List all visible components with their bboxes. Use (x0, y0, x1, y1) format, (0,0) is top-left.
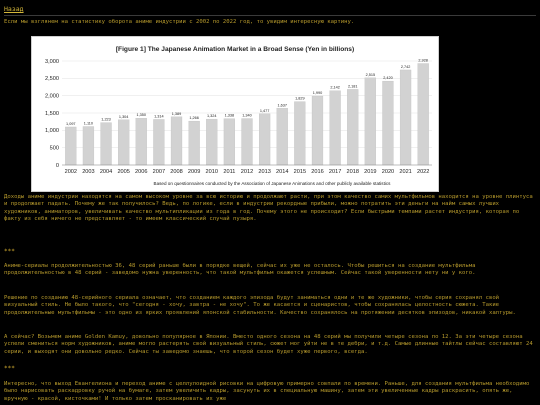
x-tick-label: 2016 (311, 169, 324, 175)
y-tick-label: 2,500 (45, 76, 59, 83)
x-tick-label: 2006 (135, 169, 148, 175)
bar (136, 118, 147, 165)
bar-value-label: 1,990 (312, 91, 323, 96)
bar-value-label: 2,742 (400, 64, 411, 69)
bar-value-label: 1,637 (277, 103, 287, 108)
y-tick-label: 1,000 (45, 128, 59, 135)
separator-1: *** (4, 248, 15, 255)
bar (101, 123, 112, 165)
anime-market-chart (31, 36, 439, 192)
x-tick-label: 2007 (152, 169, 166, 175)
bar-chart (32, 37, 438, 191)
back-link[interactable]: Назад (4, 5, 24, 13)
bar-value-label: 1,097 (66, 121, 76, 126)
separator-2: *** (4, 365, 15, 372)
bar-value-label: 1,324 (207, 114, 217, 119)
x-tick-label: 2019 (364, 169, 377, 175)
bar-value-label: 2,515 (365, 72, 376, 77)
y-tick-label: 500 (49, 145, 59, 152)
x-axis (62, 165, 432, 175)
bar (242, 119, 253, 165)
paragraph-2: Аниме-сериалы продолжительностью 36, 48 серий раньше были в порядке вещей, сейчас их уже не осталось. Чтобы решиться на создание мультфильма продолжительностью в 48 серий - заведомо нужна уверенность, что такой мультфильм окажется успешным. Сейчас такой уверенности нету ни у кого. (4, 263, 476, 277)
bar-value-label: 1,829 (295, 96, 305, 101)
x-tick-label: 2004 (99, 169, 113, 175)
bar-value-label: 1,304 (118, 114, 129, 119)
bar-value-label: 2,420 (383, 76, 393, 81)
bar-value-label: 1,340 (242, 113, 252, 118)
bar (312, 96, 323, 165)
bar (382, 81, 393, 165)
bar (418, 63, 429, 165)
chart-footnote: Based on questionnaires conducted by the Association of Japanese Animations and other publicly available statistics (153, 181, 391, 186)
bar (259, 114, 270, 165)
chart-title: [Figure 1] The Japanese Animation Market in a Broad Sense (Yen in billions) (115, 46, 355, 53)
bar (330, 91, 341, 165)
y-tick-label: 3,000 (45, 58, 59, 65)
bar-value-label: 1,266 (189, 116, 199, 121)
bar (189, 121, 200, 165)
y-tick-label: 1,500 (45, 110, 59, 117)
bar (365, 78, 376, 165)
bar (171, 117, 182, 165)
divider (4, 15, 536, 16)
x-tick-label: 2021 (399, 169, 412, 175)
paragraph-5: Интересно, что выход Евангелиона и переход аниме с целлулоидной рисовки на цифровую примерно совпали по времени. Раньше, для создания мультфильма необходимо было нарисовать раскадровку ручой на бумаге, затем увеличить кадры, засунуть их в специальную машину, затем эти увеличенные кадры раскрасить, опять же, вручную - красой, кисточками! И только затем просканировать их уже (4, 381, 530, 402)
x-tick-label: 2022 (416, 169, 430, 175)
bar (206, 119, 217, 165)
x-tick-label: 2009 (187, 169, 201, 175)
paragraph-3: Решение по созданию 48-серийного сериала означает, что созданием каждого эпизода будут заниматься одни и те же художники, чтобы серия сохранял свой визуальный стиль. Не было такого, что "сегодня - хочу, завтра - не хочу". То же касается и сценаристов, чтобы сохранялась целостность сюжета. Такие продолжительные мультфильмы - это одно из ярких проявлений японской стабильности. Качество сохранялось на протяжении десятков эпизодов, никакой халтуры. (4, 295, 516, 316)
bar-value-label: 1,350 (136, 113, 147, 118)
bar-value-label: 1,389 (171, 111, 182, 116)
bar (294, 102, 305, 165)
bar (83, 127, 94, 165)
x-tick-label: 2020 (381, 169, 395, 175)
x-tick-label: 2014 (276, 169, 289, 175)
x-tick-label: 2013 (258, 169, 271, 175)
bar (277, 108, 288, 165)
x-tick-label: 2010 (205, 169, 218, 175)
bar-value-label: 2,928 (418, 58, 428, 63)
x-tick-label: 2003 (82, 169, 95, 175)
bar-value-label: 2,181 (347, 84, 358, 89)
bar (65, 127, 76, 165)
paragraph-1: Доходы аниме индустрии находятся на самом высоком уровне за всю историю и продолжают расти, при этом качество самих мультфильмов находится на уровне плинтуса и продолжает падать. Почему же так получилось? Ведь, по логике, если в индустрии рекордные прибыли, можно потратить эти деньги на найм самых лучших художников, аниматоров, увеличивать качество мультипликации из года в год. Почему этого не происходит? Если быстрыми темпами растет индустрия, которая по факту из себя ничего не представляет - то имеем классический случай пузыря. (4, 194, 533, 223)
bar-value-label: 1,110 (83, 121, 94, 126)
bar (153, 119, 164, 165)
bar-value-label: 1,223 (101, 117, 111, 122)
bar (400, 70, 411, 165)
intro-text: Если мы взглянем на статистику оборота аниме индустрии с 2002 по 2022 год, то увидим интересную картину. (4, 19, 355, 25)
bar (347, 89, 358, 165)
x-tick-label: 2012 (240, 169, 254, 175)
bar (118, 120, 129, 165)
x-tick-label: 2017 (328, 169, 342, 175)
y-tick-label: 0 (55, 162, 59, 169)
bar-value-label: 1,338 (224, 113, 235, 118)
bar (224, 119, 235, 165)
y-tick-label: 2,000 (45, 93, 59, 100)
bar-value-label: 1,314 (154, 114, 164, 119)
paragraph-4: А сейчас? Возьмем аниме Golden Kamuy, довольно популярное в Японии. Вместо одного сезона на 48 серий мы получили четыре сезона по 12. За эти четыре сезона успели смениться норм художников, аниме могло растерять свой визуальный стиль, сюжет мог уйти не в те дебри, и т.д. Самые длинные тайтлы сейчас составляют 24 серии, и выходят они довольно редко. Сейчас ты заведомо знаешь, что второй сезон будет хуже первого, всегда. (4, 334, 533, 355)
x-tick-label: 2005 (117, 169, 130, 175)
bar-value-label: 1,477 (259, 108, 270, 113)
x-tick-label: 2015 (293, 169, 307, 175)
x-tick-label: 2008 (170, 169, 183, 175)
x-tick-label: 2011 (223, 169, 236, 175)
x-tick-label: 2018 (346, 169, 359, 175)
x-tick-label: 2002 (64, 169, 78, 175)
bar-value-label: 2,142 (330, 85, 340, 90)
y-axis (45, 59, 59, 169)
